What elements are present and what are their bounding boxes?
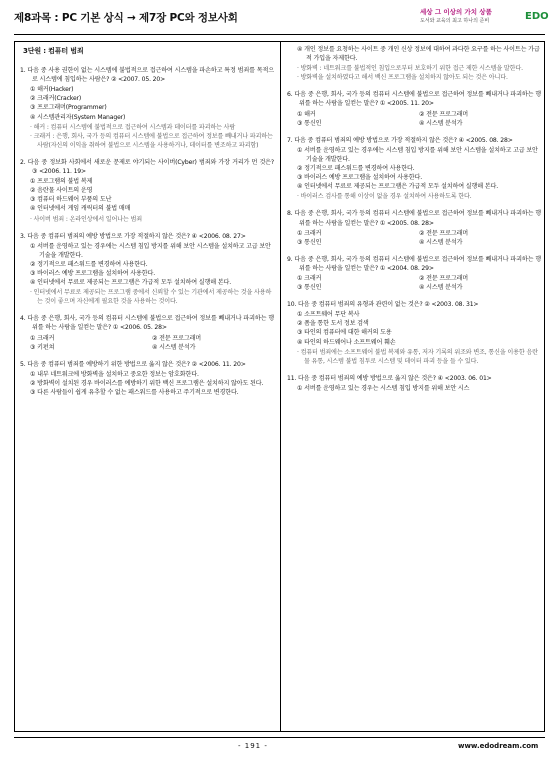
answer-option: ② 크래커(Cracker)	[30, 95, 82, 103]
publisher-logo-icon	[524, 5, 550, 25]
answer-option: ④ 시스템 분석가	[419, 238, 463, 246]
answer-option: ① 프로그램의 불법 복제	[30, 178, 93, 186]
answer-option: ① 크래커	[297, 274, 322, 282]
answer-option: ① 해커	[297, 110, 316, 118]
answer-option: ① 서버를 운영하고 있는 경우에는 시스템 침입 방지를 위해 보안 시스템을 설치하고 고급 보안 기술을 개발한다.	[297, 146, 538, 163]
question-text: 7. 다음 중 컴퓨터 범죄의 예방 방법으로 가장 적절하지 않은 것은? ④ <2005. 08. 28>	[287, 136, 513, 144]
answer-option: ② 방화벽이 설치된 경우 바이러스를 예방하기 위한 백신 프로그램은 설치하지 않아도 된다.	[30, 379, 264, 387]
answer-option: ④ 인터넷에서 무료로 제공되는 프로그램은 가급적 모두 설치하여 실행해 본다.	[297, 183, 499, 191]
explanation-note: · 바이러스 검사를 통해 이상이 없을 경우 설치하여 사용하도록 한다.	[297, 193, 472, 201]
answer-option: ② 전문 프로그래머	[419, 110, 469, 118]
explanation-notes	[30, 288, 274, 306]
page-header	[0, 0, 559, 36]
answer-option: ④ 개인 정보를 요청하는 사이트 중 개인 신상 정보에 대하여 과다한 요구를 하는 사이트는 가급적 가입을 자제한다.	[297, 46, 540, 63]
answer-option: ② 정기적으로 패스워드를 변경하여 사용한다.	[297, 165, 415, 173]
banner-subtext: 도서와 교육의 최고 하나의 준비	[420, 18, 490, 24]
question-block	[287, 45, 541, 82]
question-text: 8. 다음 중 은행, 회사, 국가 등의 컴퓨터 시스템에 불법으로 접근하여 정보를 빼내거나 파괴하는 행위를 하는 사람을 일컫는 말은? ① <2005. 08. 28>	[287, 210, 541, 227]
chapter-title: 제8과목 : PC 기본 상식 → 제7장 PC와 정보사회	[14, 12, 238, 24]
answer-options	[30, 177, 274, 213]
answer-option: ④ 시스템관리자(System Manager)	[30, 113, 126, 121]
question-block	[20, 158, 274, 224]
answer-option: ④ 인터넷에서 게임 캐릭터의 불법 매매	[30, 205, 131, 213]
answer-options	[30, 85, 274, 121]
answer-option: ① 크래커	[297, 229, 322, 237]
answer-option: ① 서버를 운영하고 있는 경우에는 시스템 침입 방지를 위해 보안 시스템을 설치하고 고급 보안기술을 개발한다.	[30, 242, 271, 259]
answer-option: ④ 인터넷에서 무료로 제공되는 프로그램은 가급적 모두 설치하여 실행해 본다.	[30, 279, 232, 287]
answer-option: ③ 통신인	[297, 284, 322, 292]
question-block	[287, 374, 541, 393]
question-block	[287, 209, 541, 246]
explanation-note: · 방화벽을 설치하였다고 해서 백신 프로그램을 설치하지 않아도 되는 것은 아니다.	[297, 74, 508, 82]
explanation-notes	[297, 348, 541, 366]
answer-option: ① 소프트웨어 무단 복사	[297, 311, 360, 319]
explanation-note: · 컴퓨터 범죄에는 소프트웨어 불법 복제와 유통, 저자 기록의 위조와 변조, 통신을 이용한 음란물 유통, 시스템 불법 침투로 시스템 및 데이터 파괴 등을 들 수 있다.	[297, 348, 538, 365]
banner-slogan: 세상 그 이상의 가치 상품	[420, 8, 492, 16]
question-text: 10. 다음 중 컴퓨터 범죄의 유형과 관련이 없는 것은? ② <2003. 08. 31>	[287, 301, 479, 309]
explanation-note: · 크래커 : 은행, 회사, 국가 등의 컴퓨터 시스템에 불법으로 접근하여 정보를 빼내거나 파괴하는 사람(자신의 이익을 취하여 불법으로 시스템을 사용하거나, 데이터를 변조하고 파괴함)	[30, 132, 273, 149]
svg-text:EDO: EDO	[525, 11, 549, 22]
answer-option: ③ 바이러스 예방 프로그램을 설치하여 사용한다.	[297, 174, 423, 182]
question-block	[287, 90, 541, 127]
answer-option: ① 해커(Hacker)	[30, 86, 74, 94]
right-column	[287, 44, 541, 401]
explanation-note: · 인터넷에서 무료로 제공되는 프로그램 중에서 신뢰할 수 있는 기관에서 제공하는 것을 사용하는 것이 좋으며 자신에게 필요한 것을 사용하는 것이다.	[30, 289, 272, 306]
answer-option: ④ 시스템 분석가	[419, 284, 463, 292]
publisher-banner	[420, 4, 552, 30]
column-divider	[280, 41, 281, 732]
question-block	[20, 232, 274, 307]
answer-options	[30, 242, 274, 287]
question-block	[287, 300, 541, 366]
question-block	[287, 136, 541, 202]
answer-options	[297, 310, 541, 346]
answer-options-grid	[30, 334, 274, 352]
page-number: - 191 -	[238, 742, 268, 750]
question-text: 9. 다음 중 은행, 회사, 국가 등의 컴퓨터 시스템에 불법으로 접근하여 정보를 빼내거나 파괴하는 행위를 하는 사람을 일컫는 말은? ① <2004. 08. 29>	[287, 255, 541, 272]
answer-option: ③ 통신인	[297, 238, 322, 246]
answer-option: ② 전문 프로그래머	[419, 229, 469, 237]
answer-option: ② 음란물 사이트의 운영	[30, 187, 93, 195]
question-text: 1. 다음 중 사용 권한이 없는 시스템에 불법적으로 접근하여 시스템을 파손하고 특정 범죄를 목적으로 시스템에 침입하는 사람은? ② <2007. 05. 20>	[20, 67, 274, 84]
answer-options-grid	[297, 229, 541, 247]
answer-options	[297, 384, 541, 393]
answer-option: ③ 키펀쳐	[30, 343, 55, 351]
explanation-note: · 해커 : 컴퓨터 시스템에 불법적으로 접근하여 시스템과 데이터를 파괴하는 사람	[30, 123, 236, 131]
answer-option: ③ 다른 사람들이 쉽게 유추할 수 없는 패스워드를 사용하고 주기적으로 변경한다.	[30, 389, 239, 396]
answer-option: ① 서버를 운영하고 있는 경우는 시스템 침입 방지를 위해 보안 시스	[297, 384, 470, 392]
website-url: www.edodream.com	[458, 742, 539, 750]
question-text: 11. 다음 중 컴퓨터 범죄의 예방 방법으로 옳지 않은 것은? ④ <2003. 06. 01>	[287, 374, 492, 382]
answer-option: ③ 컴퓨터 하드웨어 부품의 도난	[30, 196, 112, 204]
question-text: 3. 다음 중 컴퓨터 범죄의 예방 방법으로 가장 적절하지 않은 것은? ④ <2006. 08. 27>	[20, 232, 246, 240]
answer-option: ② 폼을 통한 도서 정보 검색	[297, 320, 369, 328]
explanation-notes	[30, 123, 274, 150]
answer-option: ④ 타인의 하드웨어나 소프트웨어 훼손	[297, 338, 396, 346]
answer-option: ② 전문 프로그래머	[419, 274, 469, 282]
explanation-note: · 방화벽 : 네트워크를 불법적인 침입으로부터 보호하기 위한 접근 제한 시스템을 말한다.	[297, 65, 523, 73]
answer-option: ② 정기적으로 패스워드를 변경하여 사용한다.	[30, 260, 148, 268]
section-title: 3단원 : 컴퓨터 범죄	[23, 47, 84, 55]
answer-options	[297, 146, 541, 191]
question-block	[20, 314, 274, 351]
answer-option: ① 크래커	[30, 334, 55, 342]
answer-options-grid	[297, 110, 541, 128]
answer-option: ③ 타인의 컴퓨터에 대한 해커의 도용	[297, 329, 392, 337]
answer-option: ③ 바이러스 예방 프로그램을 설치하여 사용한다.	[30, 269, 156, 277]
answer-option: ③ 통신인	[297, 119, 322, 127]
answer-option: ① 내부 네트워크에 방화벽을 설치하고 중요한 정보는 암호화한다.	[30, 370, 199, 378]
question-block	[20, 66, 274, 150]
answer-options-grid	[297, 274, 541, 292]
explanation-notes	[297, 64, 541, 82]
explanation-note: · 사이버 범죄 : 온라인상에서 일어나는 범죄	[30, 215, 142, 223]
answer-options	[297, 45, 541, 63]
question-block	[287, 255, 541, 292]
left-column	[20, 44, 274, 405]
header-divider	[14, 34, 545, 35]
explanation-notes	[297, 192, 541, 201]
question-text: 4. 다음 중 은행, 회사, 국가 등의 컴퓨터 시스템에 불법으로 접근하여 정보를 빼내거나 파괴하는 행위를 하는 사람을 일컫는 말은? ① <2006. 05. 28>	[20, 315, 274, 332]
question-text: 2. 다음 중 정보화 사회에서 새로운 문제로 야기되는 사이버(Cyber) 범죄와 가장 거리가 먼 것은? ③ <2006. 11. 19>	[20, 158, 274, 176]
question-text: 6. 다음 중 은행, 회사, 국가 등의 컴퓨터 시스템에 불법으로 접근하여 정보를 빼내거나 파괴하는 행위를 하는 사람을 일컫는 말은? ① <2005. 11. 20>	[287, 91, 541, 108]
footer-divider	[14, 737, 545, 738]
answer-option: ④ 시스템 분석가	[152, 343, 196, 351]
answer-option: ④ 시스템 분석가	[419, 119, 463, 127]
question-text: 5. 다음 중 컴퓨터 범죄를 예방하기 위한 방법으로 옳지 않은 것은? ② <2006. 11. 20>	[20, 360, 246, 368]
answer-option: ③ 프로그래머(Programmer)	[30, 104, 107, 112]
answer-options	[30, 370, 274, 397]
question-block	[20, 360, 274, 397]
answer-option: ② 전문 프로그래머	[152, 334, 202, 342]
explanation-notes	[30, 215, 274, 224]
